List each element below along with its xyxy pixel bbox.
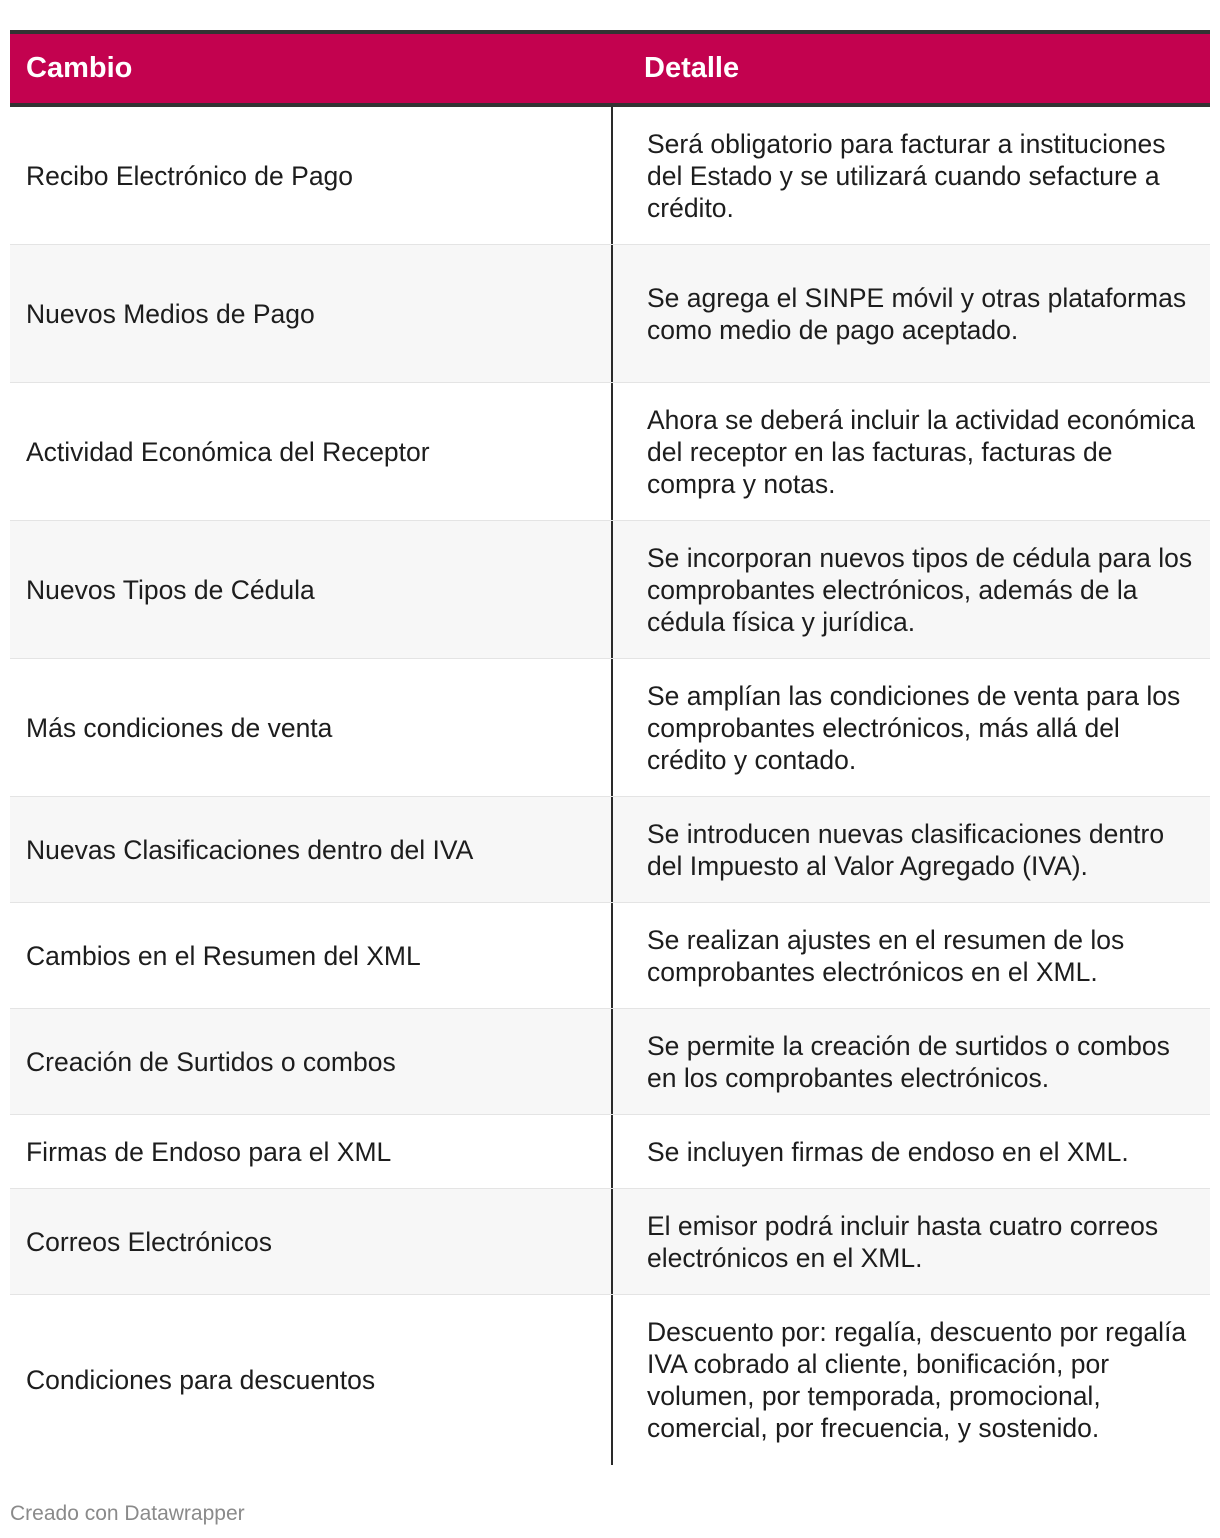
cell-cambio: Nuevas Clasificaciones dentro del IVA	[10, 797, 613, 902]
cell-detalle: Ahora se deberá incluir la actividad económica del receptor en las facturas, facturas de compra y notas.	[647, 404, 1195, 499]
table-row	[10, 659, 1210, 797]
cell-detalle: Se introducen nuevas clasificaciones dentro del Impuesto al Valor Agregado (IVA).	[647, 818, 1165, 881]
header-detalle: Detalle	[644, 52, 740, 84]
cell-cambio: Condiciones para descuentos	[10, 1295, 613, 1465]
table-row	[10, 1189, 1210, 1295]
cell-cambio: Firmas de Endoso para el XML	[10, 1115, 613, 1188]
cell-detalle: Se realizan ajustes en el resumen de los comprobantes electrónicos en el XML.	[647, 924, 1125, 987]
table-header	[10, 30, 1210, 107]
cell-cambio: Recibo Electrónico de Pago	[10, 107, 613, 244]
cell-detalle: Se agrega el SINPE móvil y otras plataformas como medio de pago aceptado.	[647, 282, 1187, 345]
cell-detalle: El emisor podrá incluir hasta cuatro correos electrónicos en el XML.	[647, 1210, 1159, 1273]
cell-cambio: Cambios en el Resumen del XML	[10, 903, 613, 1008]
table-row	[10, 521, 1210, 659]
cell-cambio: Nuevos Medios de Pago	[10, 245, 613, 382]
cell-detalle: Se permite la creación de surtidos o combos en los comprobantes electrónicos.	[647, 1030, 1170, 1093]
cell-detalle: Será obligatorio para facturar a instituciones del Estado y se utilizará cuando sefacture a crédito.	[647, 128, 1166, 223]
cell-detalle: Se amplían las condiciones de venta para los comprobantes electrónicos, más allá del crédito y contado.	[647, 680, 1181, 775]
table-row	[10, 903, 1210, 1009]
table-row	[10, 245, 1210, 383]
table-row	[10, 107, 1210, 245]
datawrapper-credit[interactable]: Creado con Datawrapper	[10, 1502, 245, 1525]
table-row	[10, 1009, 1210, 1115]
cell-detalle: Descuento por: regalía, descuento por regalía IVA cobrado al cliente, bonificación, por volumen, por temporada, promocional, comercial, por frecuencia, y sostenido.	[647, 1317, 1187, 1443]
cell-cambio: Creación de Surtidos o combos	[10, 1009, 613, 1114]
changes-table	[10, 30, 1210, 1465]
cell-cambio: Actividad Económica del Receptor	[10, 383, 613, 520]
table-row	[10, 383, 1210, 521]
header-cambio: Cambio	[26, 52, 133, 84]
cell-detalle: Se incorporan nuevos tipos de cédula para los comprobantes electrónicos, además de la cédula física y jurídica.	[647, 542, 1193, 637]
cell-cambio: Más condiciones de venta	[10, 659, 613, 796]
cell-cambio: Nuevos Tipos de Cédula	[10, 521, 613, 658]
table-row	[10, 1115, 1210, 1189]
cell-detalle: Se incluyen firmas de endoso en el XML.	[647, 1136, 1129, 1167]
table-row	[10, 1295, 1210, 1465]
table-row	[10, 797, 1210, 903]
cell-cambio: Correos Electrónicos	[10, 1189, 613, 1294]
